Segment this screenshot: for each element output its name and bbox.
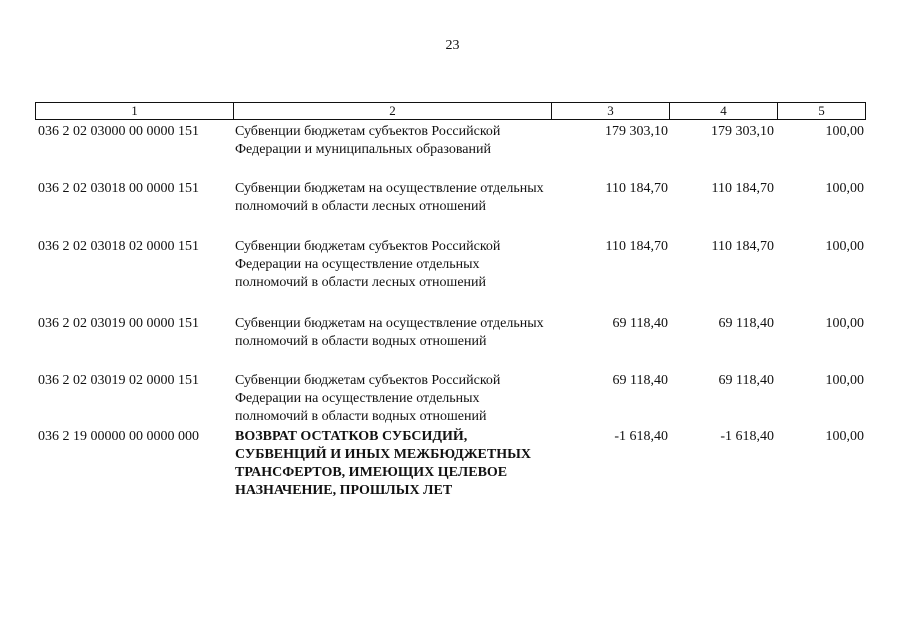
row-value-4: 110 184,70 bbox=[711, 239, 774, 254]
row-value-3: 110 184,70 bbox=[605, 239, 668, 254]
row-value-4: 69 118,40 bbox=[718, 316, 774, 331]
page-number: 23 bbox=[445, 38, 460, 53]
row-name: Субвенции бюджетам на осуществление отдельных полномочий в области водных отношений bbox=[235, 316, 544, 349]
row-value-5: 100,00 bbox=[825, 373, 864, 388]
row-value-5: 100,00 bbox=[825, 124, 864, 139]
row-code: 036 2 02 03000 00 0000 151 bbox=[38, 124, 199, 139]
row-value-5: 100,00 bbox=[825, 239, 864, 254]
row-name: ВОЗВРАТ ОСТАТКОВ СУБСИДИЙ, СУБВЕНЦИЙ И ИНЫХ МЕЖБЮДЖЕТНЫХ ТРАНСФЕРТОВ, ИМЕЮЩИХ ЦЕЛЕВОЕ НАЗНАЧЕНИЕ, ПРОШЛЫХ ЛЕТ bbox=[235, 429, 531, 498]
row-value-3: 110 184,70 bbox=[605, 181, 668, 196]
header-col-5: 5 bbox=[777, 103, 865, 119]
row-value-4: -1 618,40 bbox=[720, 429, 774, 444]
row-value-4: 179 303,10 bbox=[711, 124, 774, 139]
row-code: 036 2 02 03019 02 0000 151 bbox=[38, 373, 199, 388]
row-name: Субвенции бюджетам субъектов Российской Федерации и муниципальных образований bbox=[235, 124, 501, 157]
row-value-3: -1 618,40 bbox=[614, 429, 668, 444]
row-code: 036 2 19 00000 00 0000 000 bbox=[38, 429, 199, 444]
row-value-5: 100,00 bbox=[825, 316, 864, 331]
header-col-4: 4 bbox=[669, 103, 777, 119]
row-value-4: 69 118,40 bbox=[718, 373, 774, 388]
row-name: Субвенции бюджетам субъектов Российской Федерации на осуществление отдельных полномочий в области лесных отношений bbox=[235, 239, 501, 290]
row-code: 036 2 02 03018 02 0000 151 bbox=[38, 239, 199, 254]
row-name: Субвенции бюджетам на осуществление отдельных полномочий в области лесных отношений bbox=[235, 181, 544, 214]
table-header bbox=[35, 102, 866, 120]
row-value-3: 69 118,40 bbox=[612, 316, 668, 331]
row-value-5: 100,00 bbox=[825, 181, 864, 196]
row-value-3: 69 118,40 bbox=[612, 373, 668, 388]
row-value-5: 100,00 bbox=[825, 429, 864, 444]
header-col-2: 2 bbox=[233, 103, 551, 119]
row-code: 036 2 02 03018 00 0000 151 bbox=[38, 181, 199, 196]
header-col-3: 3 bbox=[551, 103, 669, 119]
row-name: Субвенции бюджетам субъектов Российской Федерации на осуществление отдельных полномочий в области водных отношений bbox=[235, 373, 501, 424]
row-value-4: 110 184,70 bbox=[711, 181, 774, 196]
row-code: 036 2 02 03019 00 0000 151 bbox=[38, 316, 199, 331]
row-value-3: 179 303,10 bbox=[605, 124, 668, 139]
header-col-1: 1 bbox=[131, 103, 138, 118]
